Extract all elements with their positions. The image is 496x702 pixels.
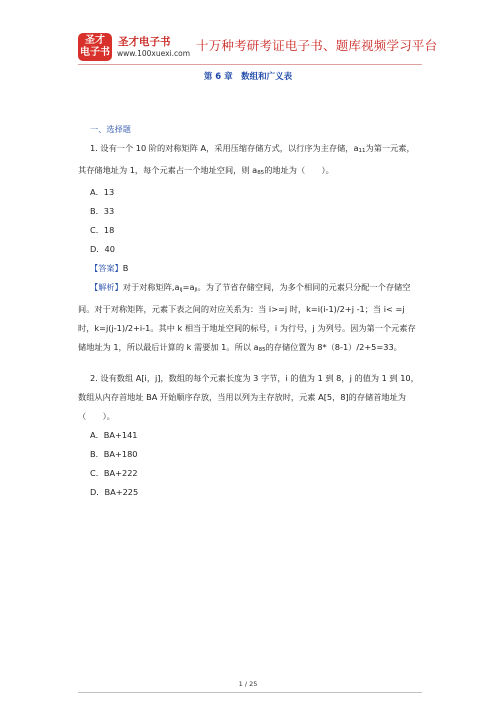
logo-bottom-text: 电子书 [80, 47, 110, 58]
analysis-part-c: 。为了节省存储空间，为多个相同的元素只分配一个存储空间。对于对称矩阵，元素下表之间的对应关系为：当 i>=j 时，k=i(i-1)/2+j -1；当 i< =j 时，k=j(j-1)/2+i-1。其中 k 相当于地址空间的标号，i 为行号，j 为列号。因为第一个元素存储地址为 1，所以最后计算的 k 需要加 1。所以 a [78, 282, 416, 352]
question-2-stem: 2. 设有数组 A[i，j]，数组的每个元素长度为 3 字节，i 的值为 1 到 8，j 的值为 1 到 10，数组从内存首地址 BA 开始顺序存放，当用以列为主存放时，元素 A[5，8]的存储首地址为（ ）。 [78, 373, 419, 421]
page-header [0, 0, 496, 80]
q1-stem-part-b: 为第一元素，其存储地址为 1，每个元素占一个地址空间，则 a [78, 143, 415, 175]
question-spacer [78, 360, 422, 369]
page-number: 1 / 25 [238, 680, 258, 688]
analysis-sub-2: ji [194, 287, 198, 293]
brand-url[interactable]: www.100xuexi.com [117, 49, 191, 58]
q1-answer [90, 259, 422, 278]
q1-stem-part-c: 的地址为（ ）。 [264, 165, 334, 175]
section-title: 一、选择题 [90, 124, 131, 134]
q1-stem-sub-1: 11 [358, 148, 366, 154]
q1-option-d: D．40 [90, 244, 115, 254]
brand-logo[interactable] [78, 33, 112, 61]
analysis-part-d: 的存储位置为 8*（8-1）/2+5=33。 [265, 342, 402, 352]
q1-stem-sub-2: 85 [257, 170, 265, 176]
header-divider [78, 64, 422, 65]
logo-top-text: 圣才 [85, 35, 105, 46]
header-slogan: 十万种考研考证电子书、题库视频学习平台 [196, 38, 438, 53]
q2-option-a: A．BA+141 [90, 430, 138, 440]
q1-analysis [78, 278, 422, 360]
brand-name: 圣才电子书 [118, 36, 171, 48]
analysis-tag: 【解析】 [90, 282, 123, 292]
q1-option-b: B．33 [90, 206, 115, 216]
q1-option-c: C．18 [90, 225, 115, 235]
q2-option-b: B．BA+180 [90, 449, 138, 459]
answer-tag: 【答案】 [90, 263, 123, 273]
q1-stem-part-a: 1. 设有一个 10 阶的对称矩阵 A，采用压缩存储方式，以行序为主存储，a [90, 143, 359, 153]
q2-option-c: C．BA+222 [90, 468, 138, 478]
question-1-stem [78, 139, 422, 183]
footer-divider [78, 692, 422, 693]
q2-option-d: D．BA+225 [90, 487, 139, 497]
analysis-sub-3: 85 [258, 347, 266, 353]
analysis-sub-1: ij [179, 287, 183, 293]
chapter-title: 第 6 章 数组和广义表 [203, 72, 293, 82]
analysis-part-b: =a [182, 282, 195, 292]
analysis-part-a: 对于对称矩阵,a [122, 282, 180, 292]
answer-value: B [122, 263, 129, 273]
q1-option-a: A．13 [90, 187, 115, 197]
document-body [78, 120, 422, 502]
